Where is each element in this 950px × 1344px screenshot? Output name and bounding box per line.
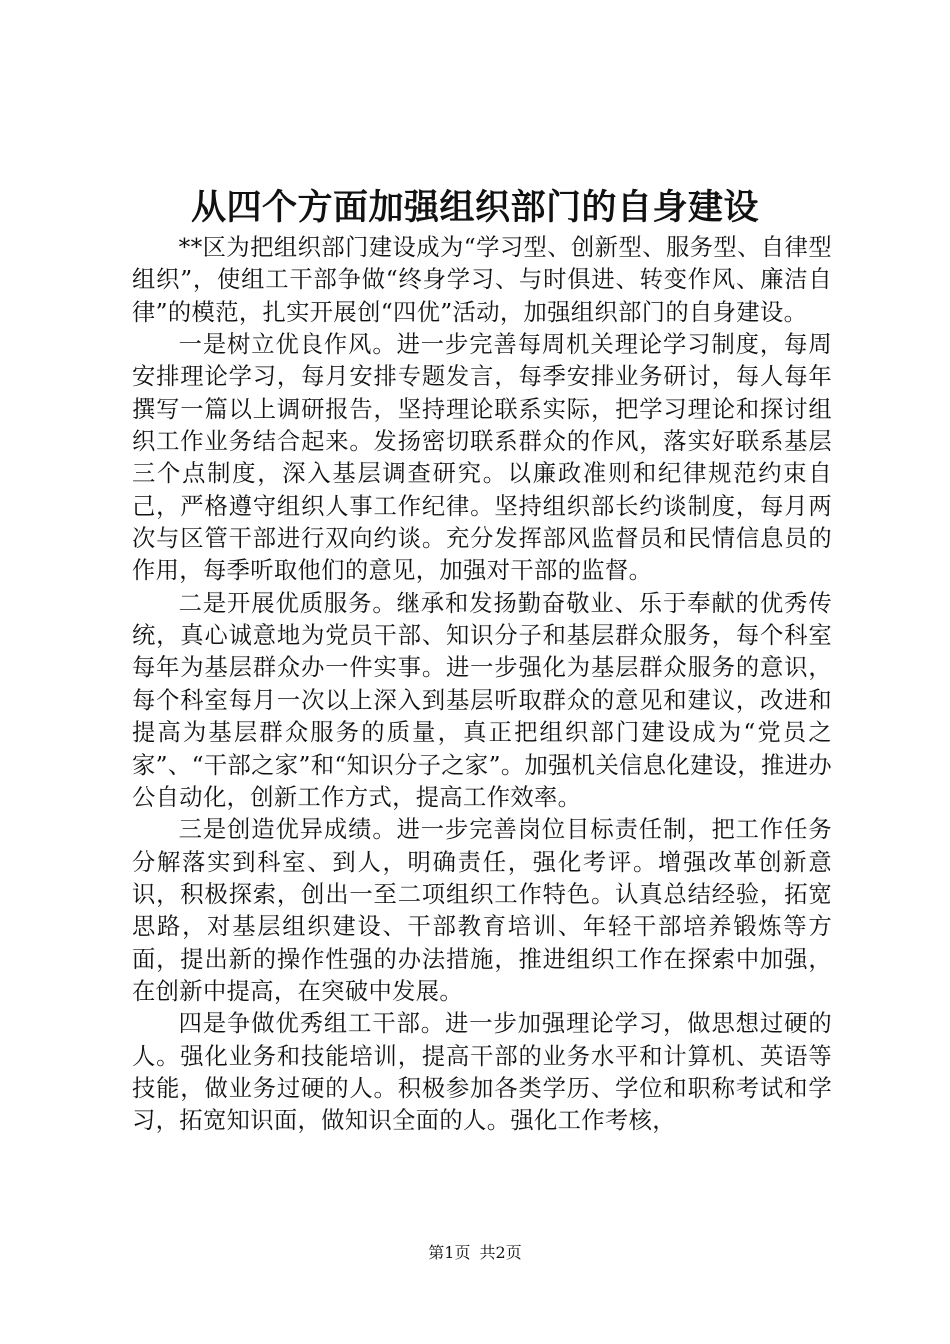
- document-title: 从四个方面加强组织部门的自身建设: [190, 187, 759, 228]
- paragraph-three: 三是创造优异成绩。进一步完善岗位目标责任制，把工作任务分解落实到科室、到人，明确责任，强化考评。增强改革创新意识，积极探索，创出一至二项组织工作特色。认真总结经验，拓宽思路，对基层组织建设、干部教育培训、年轻干部培养锻炼等方面，提出新的操作性强的办法措施，推进组织工作在探索中加强，在创新中提高，在突破中发展。: [132, 816, 832, 1005]
- paragraph-four: 四是争做优秀组工干部。进一步加强理论学习，做思想过硬的人。强化业务和技能培训，提高干部的业务水平和计算机、英语等技能，做业务过硬的人。积极参加各类学历、学位和职称考试和学习，拓宽知识面，做知识全面的人。强化工作考核，: [132, 1010, 832, 1135]
- paragraph-two: 二是开展优质服务。继承和发扬勤奋敬业、乐于奉献的优秀传统，真心诚意地为党员干部、知识分子和基层群众服务，每个科室每年为基层群众办一件实事。进一步强化为基层群众服务的意识，每个科室每月一次以上深入到基层听取群众的意见和建议，改进和提高为基层群众服务的质量，真正把组织部门建设成为“党员之家”、“干部之家”和“知识分子之家”。加强机关信息化建设，推进办公自动化，创新工作方式，提高工作效率。: [132, 589, 832, 811]
- paragraph-intro: **区为把组织部门建设成为“学习型、创新型、服务型、自律型组织”，使组工干部争做“终身学习、与时俱进、转变作风、廉洁自律”的模范，扎实开展创“四优”活动，加强组织部门的自身建设。: [132, 234, 832, 326]
- document-body: [132, 232, 832, 1138]
- page-footer: 第1页 共2页: [428, 1243, 522, 1262]
- paragraph-one: 一是树立优良作风。进一步完善每周机关理论学习制度，每周安排理论学习，每月安排专题发言，每季安排业务研讨，每人每年撰写一篇以上调研报告，坚持理论联系实际，把学习理论和探讨组织工作业务结合起来。发扬密切联系群众的作风，落实好联系基层三个点制度，深入基层调查研究。以廉政准则和纪律规范约束自己，严格遵守组织人事工作纪律。坚持组织部长约谈制度，每月两次与区管干部进行双向约谈。充分发挥部风监督员和民情信息员的作用，每季听取他们的意见，加强对干部的监督。: [132, 331, 832, 585]
